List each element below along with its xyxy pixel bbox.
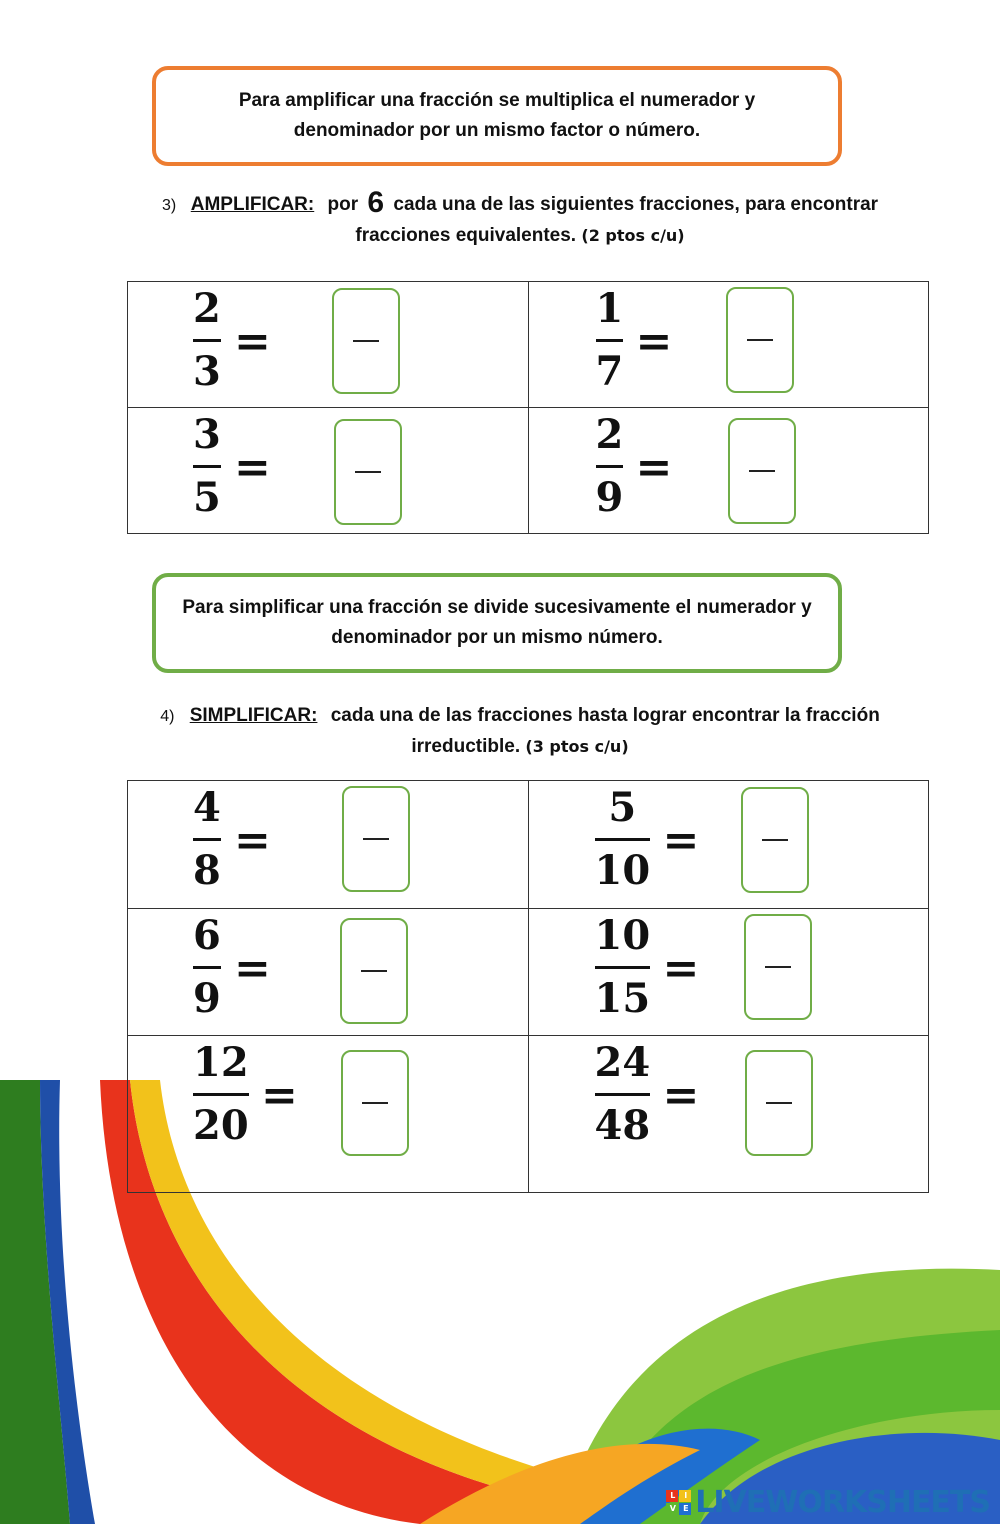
answer-box[interactable]: [332, 288, 400, 394]
fraction: [596, 282, 624, 399]
answer-box[interactable]: [744, 914, 812, 1020]
denominator: 5: [193, 474, 221, 521]
answer-box[interactable]: [341, 1050, 409, 1156]
denominator: 48: [594, 1102, 651, 1149]
liveworksheets-logo-icon: [666, 1490, 691, 1515]
amplify-points: (2 ptos c/u): [581, 226, 685, 245]
fraction-bar: [193, 465, 221, 468]
answer-dash: [762, 839, 788, 841]
simplify-keyword: SIMPLIFICAR:: [189, 705, 318, 726]
fraction-bar: [193, 1093, 249, 1096]
amplify-rule-line1: Para amplificar una fracción se multiplica el numerador y: [238, 90, 756, 111]
simplify-cell-3: [128, 909, 529, 1036]
answer-dash: [363, 838, 389, 840]
fraction-bar: [193, 339, 221, 342]
answer-dash: [355, 471, 381, 473]
equals-sign: =: [234, 815, 271, 866]
fraction: [193, 781, 221, 898]
fraction: [193, 1036, 249, 1153]
logo-letter: E: [679, 1503, 691, 1515]
answer-dash: [749, 470, 775, 472]
fraction: [193, 282, 221, 399]
equals-sign: =: [635, 316, 673, 367]
fraction: [595, 1036, 651, 1153]
equals-sign: =: [234, 943, 271, 994]
denominator: 15: [594, 975, 651, 1022]
numerator: 2: [595, 411, 624, 458]
denominator: 9: [595, 474, 624, 521]
amplify-instruction: [110, 188, 930, 251]
fraction-bar: [596, 339, 624, 342]
brand-text: LIVEWORKSHEETS: [695, 1485, 990, 1520]
denominator: 9: [193, 975, 221, 1022]
numerator: 2: [193, 285, 221, 332]
numerator: 6: [193, 912, 221, 959]
question-number: 3): [161, 197, 177, 214]
answer-box[interactable]: [342, 786, 410, 892]
equals-sign: =: [662, 815, 700, 866]
answer-box[interactable]: [741, 787, 809, 893]
simplify-rule-box: [152, 573, 842, 673]
numerator: 4: [193, 784, 221, 831]
logo-letter: V: [666, 1503, 678, 1515]
amplify-keyword: AMPLIFICAR:: [190, 194, 315, 215]
simplify-cell-5: [128, 1036, 529, 1193]
question-number: 4): [160, 708, 175, 725]
answer-dash: [766, 1102, 792, 1104]
answer-box[interactable]: [340, 918, 408, 1024]
logo-letter: L: [666, 1490, 678, 1502]
amplify-cell-4: [528, 408, 929, 534]
simplify-table: [127, 780, 929, 1193]
simplify-rule-line2: denominador por un mismo número.: [331, 627, 663, 648]
simplify-cell-2: [528, 781, 929, 909]
answer-box[interactable]: [726, 287, 794, 393]
equals-sign: =: [234, 316, 271, 367]
amplify-factor: 6: [367, 186, 385, 219]
equals-sign: =: [635, 442, 673, 493]
amplify-cell-1: [128, 282, 529, 408]
simplify-instruction: [110, 701, 930, 762]
fraction-bar: [193, 966, 221, 969]
simplify-rule-line1: Para simplificar una fracción se divide sucesivamente el numerador y: [182, 597, 812, 618]
answer-dash: [361, 970, 387, 972]
simplify-rest: cada una de las fracciones hasta lograr encontrar la fracción: [330, 705, 880, 726]
numerator: 12: [193, 1039, 249, 1086]
liveworksheets-brand: [666, 1485, 990, 1520]
fraction: [596, 408, 624, 525]
fraction-bar: [193, 838, 221, 841]
numerator: 1: [595, 285, 624, 332]
equals-sign: =: [662, 943, 700, 994]
simplify-points: (3 ptos c/u): [525, 737, 629, 756]
fraction: [595, 909, 651, 1026]
answer-box[interactable]: [334, 419, 402, 525]
amplify-cell-3: [128, 408, 529, 534]
fraction: [193, 909, 221, 1026]
simplify-line2: irreductible.: [411, 736, 521, 757]
amplify-pre: por: [327, 194, 359, 215]
equals-sign: =: [234, 442, 271, 493]
answer-dash: [362, 1102, 388, 1104]
equals-sign: =: [261, 1070, 298, 1121]
numerator: 10: [594, 912, 651, 959]
fraction: [193, 408, 221, 525]
logo-letter: I: [679, 1490, 691, 1502]
fraction-bar: [595, 966, 651, 969]
denominator: 10: [594, 847, 651, 894]
answer-dash: [765, 966, 791, 968]
answer-box[interactable]: [728, 418, 796, 524]
answer-box[interactable]: [745, 1050, 813, 1156]
numerator: 5: [608, 784, 637, 831]
amplify-rule-line2: denominador por un mismo factor o número.: [293, 120, 701, 141]
denominator: 8: [193, 847, 221, 894]
fraction-bar: [595, 1093, 651, 1096]
amplify-rest: cada una de las siguientes fracciones, para encontrar: [393, 194, 879, 215]
simplify-cell-6: [528, 1036, 929, 1193]
amplify-rule-box: [152, 66, 842, 166]
amplify-cell-2: [528, 282, 929, 408]
answer-dash: [747, 339, 773, 341]
fraction: [595, 781, 651, 898]
amplify-line2: fracciones equivalentes.: [355, 225, 577, 246]
numerator: 3: [193, 411, 221, 458]
denominator: 7: [595, 348, 624, 395]
denominator: 20: [193, 1102, 249, 1149]
denominator: 3: [193, 348, 221, 395]
simplify-cell-1: [128, 781, 529, 909]
amplify-table: [127, 281, 929, 534]
equals-sign: =: [662, 1070, 700, 1121]
numerator: 24: [594, 1039, 651, 1086]
simplify-cell-4: [528, 909, 929, 1036]
fraction-bar: [595, 838, 651, 841]
answer-dash: [353, 340, 379, 342]
fraction-bar: [596, 465, 624, 468]
